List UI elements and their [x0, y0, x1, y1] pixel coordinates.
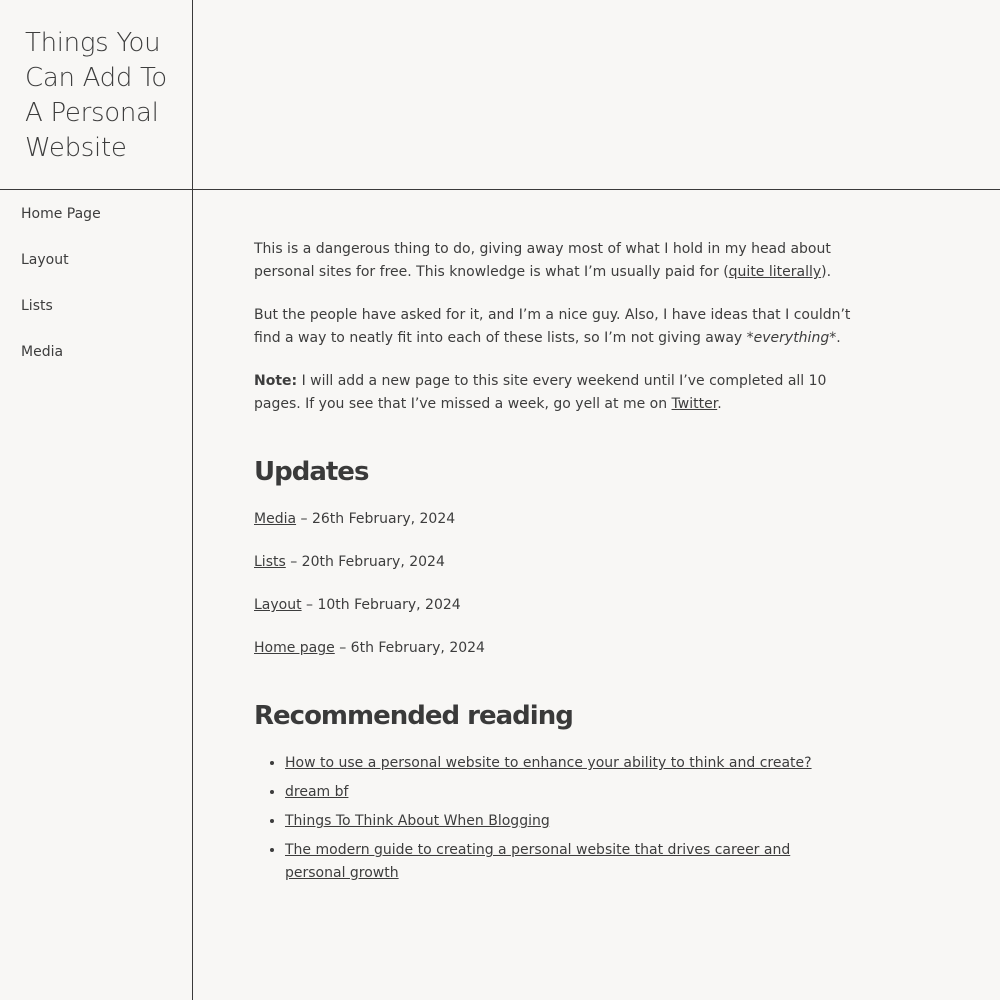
note-label: Note:: [254, 373, 298, 389]
list-item: [285, 752, 854, 775]
nav-link-media[interactable]: Media: [21, 344, 64, 360]
note-text: I will add a new page to this site every weekend until I’ve completed all 10 pages. If you see that I’ve missed a week, go yell at me on: [254, 373, 827, 412]
reading-link-dream-bf[interactable]: dream bf: [285, 784, 349, 800]
update-link-home-page[interactable]: Home page: [254, 640, 335, 656]
sidebar-nav: [21, 204, 101, 388]
intro-text-1: This is a dangerous thing to do, giving away most of what I hold in my head about personal sites for free. This knowledge is what I’m usually paid for (: [254, 241, 831, 280]
intro-text-1-end: ).: [821, 264, 832, 280]
intro-text-2: But the people have asked for it, and I’m a nice guy. Also, I have ideas that I couldn’t find a way to neatly fit into each of these lists, so I’m not giving away: [254, 307, 851, 346]
update-item: [254, 594, 854, 617]
nav-link-home-page[interactable]: Home Page: [21, 206, 101, 222]
twitter-link[interactable]: Twitter: [671, 396, 718, 412]
note-paragraph: [254, 370, 854, 416]
update-link-lists[interactable]: Lists: [254, 554, 286, 570]
header-divider: [0, 189, 1000, 190]
recommended-reading-heading: Recommended reading: [254, 701, 573, 731]
reading-link-blogging[interactable]: Things To Think About When Blogging: [285, 813, 550, 829]
update-item: [254, 508, 854, 531]
main-content: [254, 238, 854, 891]
note-text-end: .: [717, 396, 722, 412]
quite-literally-link[interactable]: quite literally: [728, 264, 822, 280]
nav-link-lists[interactable]: Lists: [21, 298, 53, 314]
nav-link-layout[interactable]: Layout: [21, 252, 69, 268]
intro-paragraph-1: [254, 238, 854, 284]
update-link-media[interactable]: Media: [254, 511, 297, 527]
list-item: [285, 839, 854, 885]
list-item: [285, 810, 854, 833]
list-item: [285, 781, 854, 804]
update-date: – 26th February, 2024: [296, 511, 456, 527]
site-title: Things You Can Add To A Personal Website: [25, 28, 167, 163]
nav-item-home: [21, 204, 101, 250]
update-date: – 20th February, 2024: [285, 554, 445, 570]
update-date: – 6th February, 2024: [334, 640, 485, 656]
everything-emphasis: *everything*: [746, 330, 837, 346]
update-item: [254, 637, 854, 660]
reading-link-modern-guide[interactable]: The modern guide to creating a personal website that drives career and personal growth: [285, 842, 791, 881]
sidebar: [0, 0, 193, 1000]
nav-item-layout: [21, 250, 101, 296]
intro-paragraph-2: [254, 304, 854, 350]
recommended-reading-list: [254, 752, 854, 885]
nav-item-lists: [21, 296, 101, 342]
nav-item-media: [21, 342, 101, 388]
intro-text-2-end: .: [836, 330, 841, 346]
update-date: – 10th February, 2024: [301, 597, 461, 613]
updates-heading: Updates: [254, 457, 369, 487]
update-link-layout[interactable]: Layout: [254, 597, 302, 613]
update-item: [254, 551, 854, 574]
reading-link-personal-website-think[interactable]: How to use a personal website to enhance your ability to think and create?: [285, 755, 812, 771]
